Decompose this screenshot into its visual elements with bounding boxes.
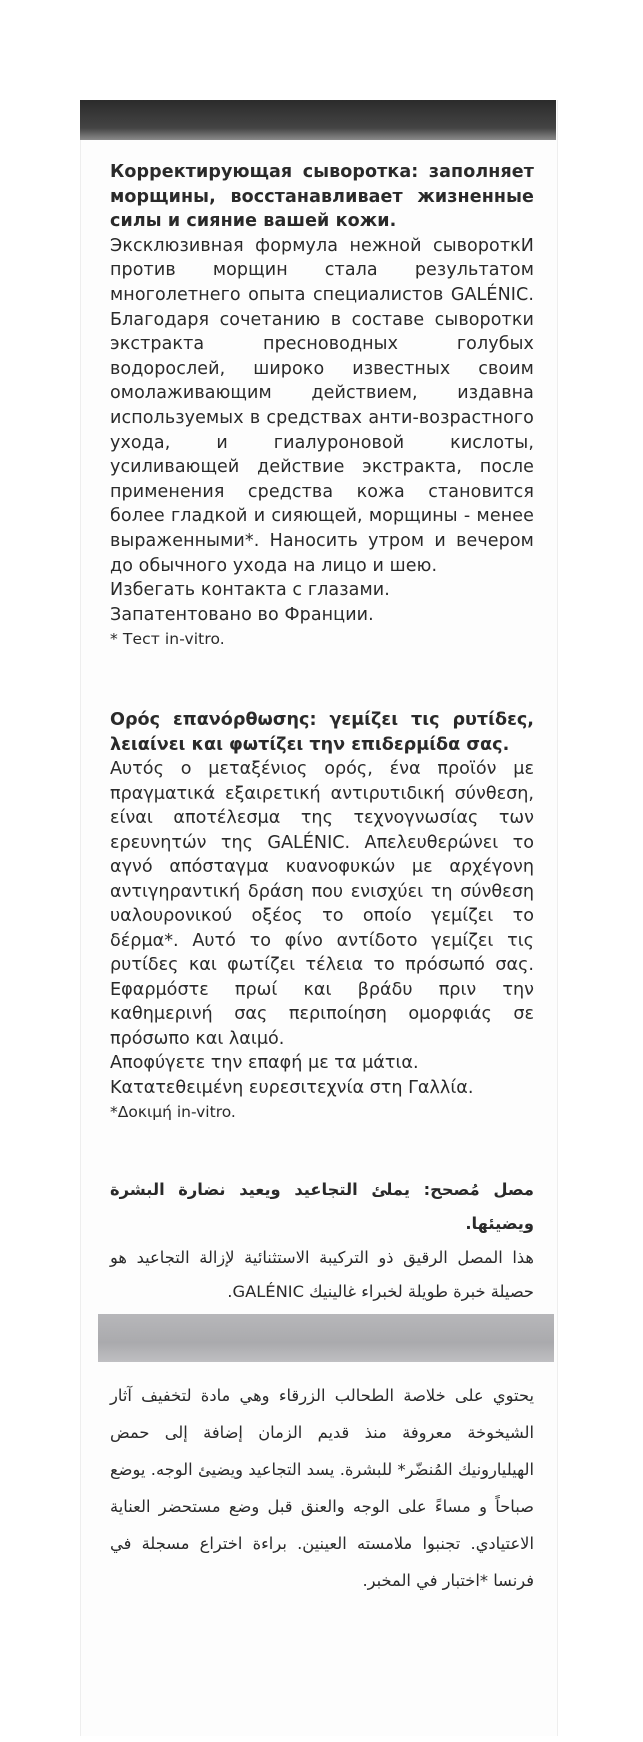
russian-footnote: * Тест in-vitro. [110,630,225,649]
greek-footnote: *Δοκιμή in-vitro. [110,1103,236,1121]
russian-patent: Запатентовано во Франции. [110,604,374,625]
grey-divider-band [98,1314,554,1362]
greek-body: Αυτός ο μεταξένιος ορός, ένα προϊόν με πραγματικά εξαιρετική αντιρυτιδική σύνθεση, είναι αποτέλεσμα της τεχνογνωσίας των ερευνητών της GALÉNIC. Απελευθερώνει το αγνό απόσταγμα κυανοφυκών με αρχέγονη αντιγηραντική δράση που ενισχύει τη σύνθεση υαλουρονικού οξέος το οποίο γεμίζει το δέρμα*. Αυτό το φίνο αντίδοτο γεμίζει τις ρυτίδες και φωτίζει τέλεια το πρόσωπό σας. Εφαρμόστε πρωί και βράδυ πριν την καθημερινή σας περιποίηση ομορφιάς σε πρόσωπο και λαιμό. [110,759,534,1049]
russian-heading: Корректирующая сыворотка: заполняет морщины, восстанавливает жизненные силы и сияние вашей кожи. [110,162,534,232]
greek-patent: Κατατεθειμένη ευρεσιτεχνία στη Γαλλία. [110,1077,474,1098]
russian-warning: Избегать контакта с глазами. [110,580,390,601]
arabic-body-part2: يحتوي على خلاصة الطحالب الزرقاء وهي مادة لتخفيف آثار الشيخوخة معروفة منذ قديم الزمان إضافة إلى حمض الهيليارونيك المُنضّر* للبشرة. يسد التجاعيد ويضيئ الوجه. يوضع صباحاً و مساءً على الوجه والعنق قبل وضع مستحضر العناية الاعتيادي. تجنبوا ملامسته العينين. براءة اختراع مسجلة في فرنسا *اختبار في المخبر. [110,1386,534,1590]
greek-heading: Ορός επανόρθωσης: γεμίζει τις ρυτίδες, λειαίνει και φωτίζει την επιδερμίδα σας. [110,710,534,755]
greek-section [110,708,534,1125]
greek-warning: Αποφύγετε την επαφή με τα μάτια. [110,1053,419,1073]
russian-section [110,160,534,652]
arabic-section-bottom [110,1377,534,1599]
arabic-heading: مصل مُصحح: يملئ التجاعيد ويعيد نضارة البشرة ويضيئها. [110,1180,534,1233]
arabic-section-top [110,1173,534,1309]
dark-top-band [80,100,556,140]
russian-body: Эксклюзивная формула нежной сывороткИ против морщин стала результатом многолетнего опыта специалистов GALÉNIC. Благодаря сочетанию в составе сыворотки экстракта пресноводных голубых водорослей, широко известных своим омолаживающим действием, издавна используемых в средствах анти-возрастного ухода, и гиалуроновой кислоты, усиливающей действие экстракта, после применения средства кожа становится более гладкой и сияющей, морщины - менее выраженными*. Наносить утром и вечером до обычного ухода на лицо и шею. [110,235,534,576]
arabic-body-part1: هذا المصل الرقيق ذو التركيبة الاستثنائية لإزالة التجاعيد هو حصيلة خبرة طويلة لخبراء غالينيك GALÉNIC. [110,1248,534,1301]
